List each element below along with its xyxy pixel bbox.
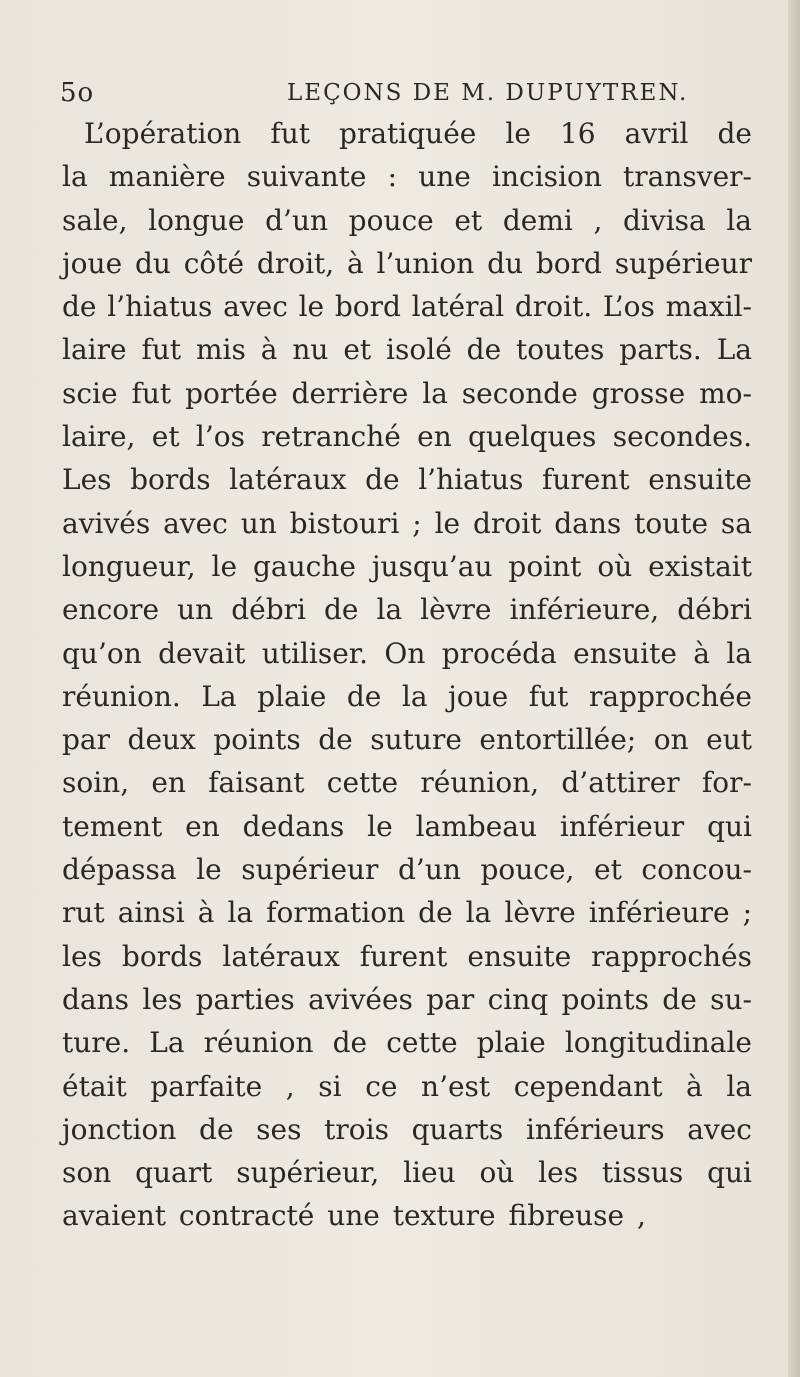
text-line: laire, et l’os retranché en quelques secondes. (62, 420, 752, 454)
page-number: 5o (60, 78, 95, 108)
text-line: la manière suivante : une incision transver- (62, 160, 752, 194)
text-line: encore un débri de la lèvre inférieure, débri (62, 593, 752, 627)
text-line: était parfaite , si ce n’est cependant à la (62, 1069, 752, 1103)
text-line: par deux points de suture entortillée; on eut (62, 723, 752, 757)
text-line: soin, en faisant cette réunion, d’attirer for- (62, 766, 752, 800)
running-head: LEÇONS DE M. DUPUYTREN. (287, 80, 689, 106)
text-line: sale, longue d’un pouce et demi , divisa la (62, 203, 752, 237)
text-line: joue du côté droit, à l’union du bord supérieur (62, 246, 752, 280)
text-line: dépassa le supérieur d’un pouce, et concou- (62, 853, 752, 887)
text-line: laire fut mis à nu et isolé de toutes parts. La (62, 333, 752, 367)
text-line: ture. La réunion de cette plaie longitudinale (62, 1026, 752, 1060)
text-line: de l’hiatus avec le bord latéral droit. L’os maxil- (62, 290, 752, 324)
text-line: dans les parties avivées par cinq points de su- (62, 982, 752, 1016)
text-line: Les bords latéraux de l’hiatus furent ensuite (62, 463, 752, 497)
text-line: jonction de ses trois quarts inférieurs avec (62, 1112, 752, 1146)
text-line: tement en dedans le lambeau inférieur qui (62, 809, 752, 843)
text-line: L’opération fut pratiquée le 16 avril de (84, 117, 752, 150)
text-line: les bords latéraux furent ensuite rapprochés (62, 939, 752, 973)
text-line: avivés avec un bistouri ; le droit dans toute sa (62, 506, 752, 540)
body-text (62, 112, 752, 1238)
page-edge-shadow (788, 0, 800, 1377)
text-line: son quart supérieur, lieu où les tissus qui (62, 1156, 752, 1190)
text-line: qu’on devait utiliser. On procéda ensuite à la (62, 636, 752, 670)
text-line: rut ainsi à la formation de la lèvre inférieure ; (62, 896, 752, 930)
text-line: réunion. La plaie de la joue fut rapprochée (62, 679, 752, 713)
text-line: longueur, le gauche jusqu’au point où existait (62, 549, 752, 583)
text-line: scie fut portée derrière la seconde grosse mo- (62, 376, 752, 410)
text-line: avaient contracté une texture fibreuse , (62, 1199, 646, 1233)
